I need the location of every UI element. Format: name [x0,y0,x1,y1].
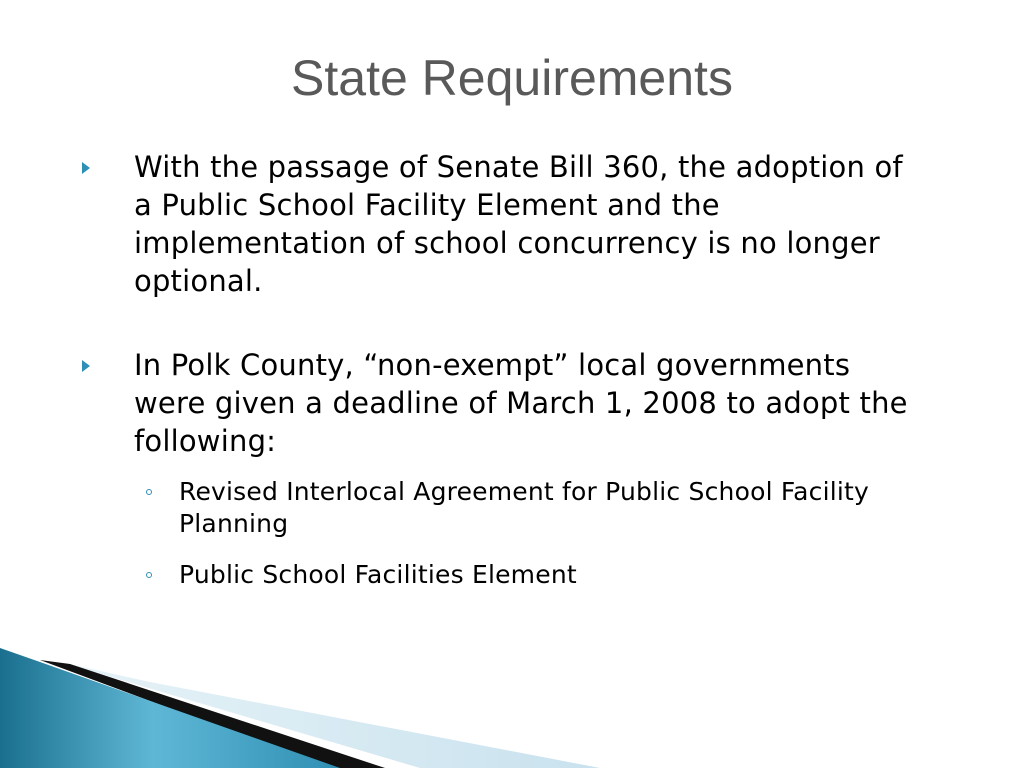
swoosh-blue-band [0,648,340,768]
sub-bullet-item [134,476,910,540]
circle-outline-icon [146,489,152,495]
sub-bullet-item [134,559,910,591]
sub-bullet-list [134,476,910,591]
triangle-right-icon [82,360,90,372]
bullet-text: With the passage of Senate Bill 360, the adoption of a Public School Facility Element and the implementation of school concurrency is no longer optional. [134,150,903,298]
bullet-item [80,346,910,460]
bullet-text: In Polk County, “non-exempt” local governments were given a deadline of March 1, 2008 to adopt the following: [134,348,908,458]
bullet-list [80,148,910,591]
circle-outline-icon [146,572,152,578]
slide-title: State Requirements [291,50,733,106]
triangle-right-icon [82,162,90,174]
sub-bullet-text: Public School Facilities Element [179,560,577,589]
bullet-item [80,148,910,300]
sub-bullet-text: Revised Interlocal Agreement for Public School Facility Planning [179,477,870,538]
